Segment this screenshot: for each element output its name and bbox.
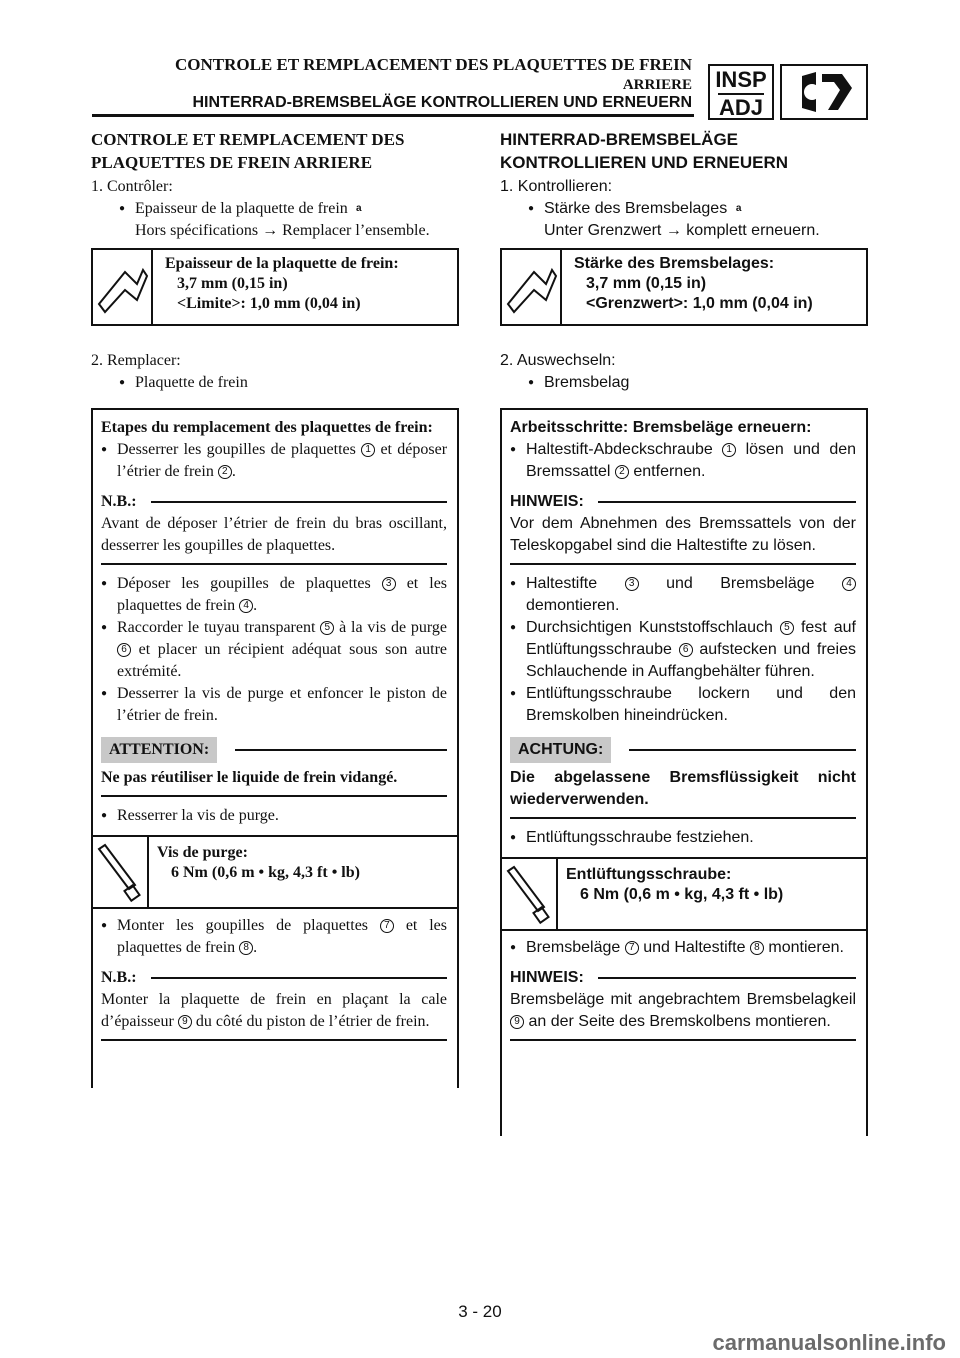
header-rule xyxy=(92,114,694,117)
caliper-icon xyxy=(502,250,562,324)
de-attention-head: ACHTUNG: xyxy=(510,737,856,763)
fr-bullet-4: ● Desserrer la vis de purge et enfoncer le piston de l’étrier de frein. xyxy=(101,683,447,727)
fr-steps-title: Etapes du remplacement des plaquettes de frein: xyxy=(101,419,433,436)
de-bullet-6: ● Bremsbeläge 7 und Haltestifte 8 montieren. xyxy=(510,937,856,959)
fr-bullet-2: ● Déposer les goupilles de plaquettes 3 et les plaquettes de frein 4 . xyxy=(101,573,447,617)
french-column xyxy=(91,128,459,1088)
adj-label: ADJ xyxy=(718,95,763,120)
de-bullet-3: ● Durchsichtigen Kunststoffschlauch 5 fest auf Entlüftungsschraube 6 aufstecken und freies Schlauchende in Auffangbehälter führen. xyxy=(510,617,856,683)
fr-nb-1-head: N.B.: xyxy=(101,491,447,513)
fr-torque-1: Vis de purge: xyxy=(157,844,248,861)
de-bullet-5: ● Entlüftungsschraube festziehen. xyxy=(510,827,856,849)
fr-spec-1: Epaisseur de la plaquette de frein: xyxy=(165,255,399,272)
de-attention-text: Die abgelassene Bremsflüssigkeit nicht wiederverwenden. xyxy=(510,769,856,808)
page-number: 3 - 20 xyxy=(458,1302,502,1321)
de-nb-1-text: Vor dem Abnehmen des Bremssattels von der Teleskopgabel sind die Haltestifte zu lösen. xyxy=(510,515,856,554)
tools-icon xyxy=(780,64,868,120)
de-spec-2: 3,7 mm (0,15 in) xyxy=(586,275,707,292)
de-step-1: 1. Kontrollieren: xyxy=(500,178,613,195)
fr-spec-box xyxy=(91,248,459,326)
fr-torque-2: 6 Nm (0,6 m • kg, 4,3 ft • lb) xyxy=(171,864,360,881)
torque-wrench-icon xyxy=(502,859,558,929)
header-line-de: HINTERRAD-BREMSBELÄGE KONTROLLIEREN UND ERNEUERN xyxy=(192,94,692,111)
watermark: carmanualsonline.info xyxy=(712,1330,946,1355)
de-steps-title: Arbeitsschritte: Bremsbeläge erneuern: xyxy=(510,419,812,436)
de-step-1-note: Unter Grenzwert → komplett erneuern. xyxy=(544,222,820,239)
de-bullet-1: ● Haltestift-Abdeckschraube 1 lösen und den Bremssattel 2 entfernen. xyxy=(510,439,856,483)
de-torque-1: Entlüftungsschraube: xyxy=(566,866,732,883)
de-step-2-item: ● Bremsbelag xyxy=(528,372,868,394)
de-nb-2-head: HINWEIS: xyxy=(510,967,856,989)
de-title-1: HINTERRAD-BREMSBELÄGE xyxy=(500,130,738,149)
de-step-2: 2. Auswechseln: xyxy=(500,352,616,369)
fr-spec-2: 3,7 mm (0,15 in) xyxy=(177,275,288,292)
fr-bullet-5: ● Resserrer la vis de purge. xyxy=(101,805,447,827)
de-torque-box xyxy=(502,857,866,931)
insp-label: INSP xyxy=(715,67,767,92)
fr-bullet-1: ● Desserrer les goupilles de plaquettes 1 et déposer l’étrier de frein 2 . xyxy=(101,439,447,483)
german-column xyxy=(500,128,868,1136)
de-spec-box xyxy=(500,248,868,326)
fr-step-2-item: ● Plaquette de frein xyxy=(119,372,459,394)
fr-title-2: PLAQUETTES DE FREIN ARRIERE xyxy=(91,153,373,172)
de-nb-2-text: Bremsbeläge mit angebrachtem Bremsbelagkeil 9 an der Seite des Bremskolbens montieren. xyxy=(510,991,856,1030)
header-line-fr: CONTROLE ET REMPLACEMENT DES PLAQUETTES DE FREIN xyxy=(174,55,692,74)
fr-step-1-item: ● Epaisseur de la plaquette de frein a xyxy=(119,198,459,220)
de-steps-box xyxy=(500,408,868,1136)
fr-step-1: 1. Contrôler: xyxy=(91,178,173,195)
fr-torque-box xyxy=(93,835,457,909)
de-bullet-2: ● Haltestifte 3 und Bremsbeläge 4 demontieren. xyxy=(510,573,856,617)
fr-nb-2-head: N.B.: xyxy=(101,967,447,989)
fr-title-1: CONTROLE ET REMPLACEMENT DES xyxy=(91,130,405,149)
de-torque-2: 6 Nm (0,6 m • kg, 4,3 ft • lb) xyxy=(580,886,784,903)
caliper-icon xyxy=(93,250,153,324)
fr-spec-3: <Limite>: 1,0 mm (0,04 in) xyxy=(177,295,361,312)
de-spec-1: Stärke des Bremsbelages: xyxy=(574,255,775,272)
de-title-2: KONTROLLIEREN UND ERNEUERN xyxy=(500,153,789,172)
fr-bullet-3: ● Raccorder le tuyau transparent 5 à la vis de purge 6 et placer un récipient adéquat sous son autre extrémité. xyxy=(101,617,447,683)
fr-nb-2-text: Monter la plaquette de frein en plaçant la cale d’épaisseur 9 du côté du piston de l’étrier de frein. xyxy=(101,991,447,1030)
fr-attention-head: ATTENTION: xyxy=(101,737,447,763)
fr-bullet-6: ● Monter les goupilles de plaquettes 7 et les plaquettes de frein 8 . xyxy=(101,915,447,959)
fr-step-1-note: Hors spécifications → Remplacer l’ensemble. xyxy=(135,222,430,239)
torque-wrench-icon xyxy=(93,837,149,907)
fr-step-2: 2. Remplacer: xyxy=(91,352,181,369)
fr-steps-box xyxy=(91,408,459,1088)
fr-nb-1-text: Avant de déposer l’étrier de frein du bras oscillant, desserrer les goupilles de plaquettes. xyxy=(101,515,447,554)
de-spec-3: <Grenzwert>: 1,0 mm (0,04 in) xyxy=(586,295,813,312)
de-nb-1-head: HINWEIS: xyxy=(510,491,856,513)
insp-adj-badge xyxy=(708,64,774,120)
header-line-fr-2: ARRIERE xyxy=(622,77,692,93)
de-bullet-4: ● Entlüftungsschraube lockern und den Bremskolben hineindrücken. xyxy=(510,683,856,727)
de-step-1-item: ● Stärke des Bremsbelages a xyxy=(528,198,868,220)
fr-attention-text: Ne pas réutiliser le liquide de frein vidangé. xyxy=(101,769,398,786)
